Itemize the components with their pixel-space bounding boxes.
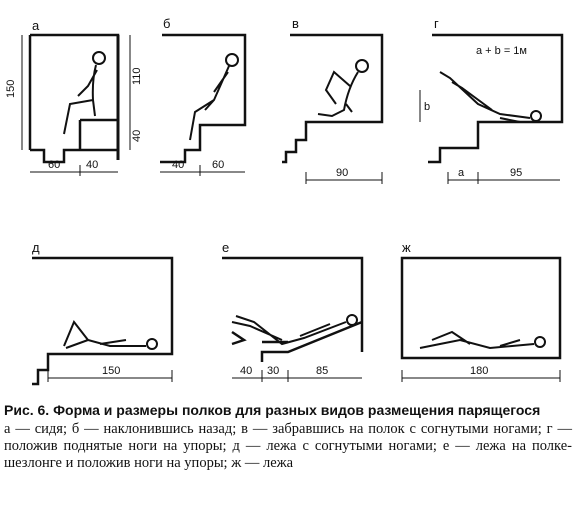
panel-v-figure	[318, 60, 368, 116]
panel-zh-figure	[420, 332, 545, 348]
panel-g	[420, 35, 562, 184]
panel-b-dim-60: 60	[212, 159, 225, 171]
panel-d-letter: д	[32, 240, 40, 255]
panel-e-dim-85: 85	[316, 365, 329, 377]
panel-a-letter: а	[32, 18, 40, 33]
panel-d-dim-150: 150	[102, 365, 121, 377]
panel-b-figure	[190, 54, 238, 140]
panel-g-dim-b: b	[424, 101, 431, 113]
panel-e-structure	[222, 258, 362, 362]
panel-v-dim-90: 90	[336, 167, 349, 179]
panel-g-dim-95: 95	[510, 167, 523, 179]
panel-g-dim-a: a	[458, 167, 465, 179]
panel-a-dim-60: 60	[48, 159, 61, 171]
panel-e	[222, 240, 362, 382]
panel-d-figure	[64, 322, 157, 349]
caption-title: Рис. 6. Форма и размеры полков для разных видов размещения парящегося	[4, 402, 541, 418]
caption-body: а — сидя; б — наклонившись назад; в — забравшись на полок с согнутыми ногами; г — положив поднятые ноги на упоры; д — лежа с согнутыми ногами; е — лежа на полке-шезлонге и положив ноги на упоры; ж — лежа	[4, 421, 572, 471]
panel-e-letter: е	[222, 240, 230, 255]
panel-zh-dim-180: 180	[470, 365, 489, 377]
panel-g-letter: г	[434, 16, 439, 31]
panel-b-letter: б	[163, 16, 171, 31]
panel-a-dim-40v: 40	[131, 129, 143, 142]
panel-v	[282, 16, 382, 184]
panel-zh	[402, 240, 560, 382]
panel-zh-letter: ж	[402, 240, 411, 255]
panel-e-dim-40: 40	[240, 365, 253, 377]
panel-e-dim-30: 30	[267, 365, 280, 377]
panel-e-figure	[232, 315, 357, 344]
figure-caption	[4, 402, 572, 472]
panel-a-figure	[64, 52, 105, 134]
panel-d	[32, 240, 172, 384]
panel-a-dim-110: 110	[131, 67, 143, 85]
panel-v-letter: в	[292, 16, 299, 31]
panel-g-figure	[440, 72, 541, 122]
panel-a-structure	[30, 35, 118, 162]
panel-g-formula: a + b = 1м	[476, 45, 527, 57]
panel-b-dim-40: 40	[172, 159, 185, 171]
panel-a	[22, 18, 130, 176]
panel-a-dim-40: 40	[86, 159, 99, 171]
panel-b	[160, 16, 245, 176]
panel-a-dim-150: 150	[5, 79, 17, 98]
panel-zh-structure	[402, 258, 560, 358]
